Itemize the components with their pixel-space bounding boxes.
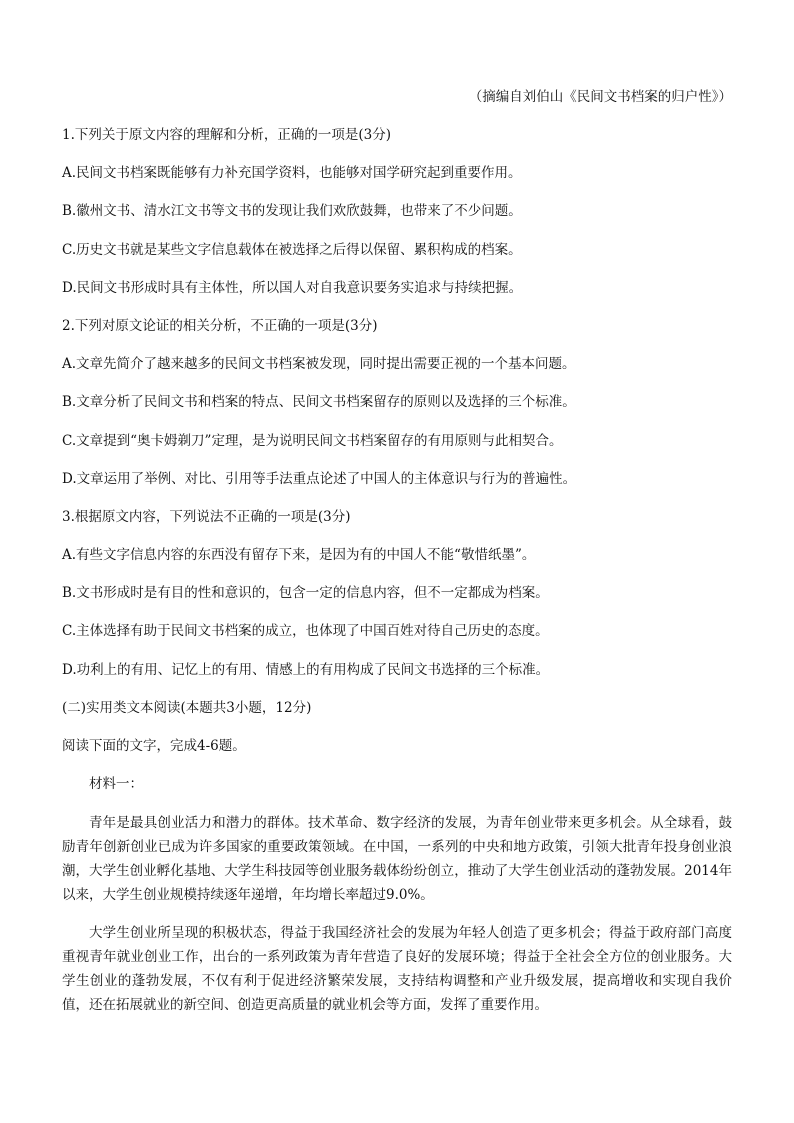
paragraph-1: 青年是最具创业活力和潜力的群体。技术革命、数字经济的发展，为青年创业带来更多机会。从全球看，鼓励青年创新创业已成为许多国家的重要政策领域。在中国，一系列的中央和地方政策，引领大批青年投身创业浪潮，大学生创业孵化基地、大学生科技园等创业服务载体纷纷创立，推动了大学生创业活动的蓬勃发展。2014年以来，大学生创业规模持续逐年递增，年均增长率超过9.0%。 xyxy=(62,815,732,904)
option-d: D.文章运用了举例、对比、引用等手法重点论述了中国人的主体意识与行为的普遍性。 xyxy=(62,470,577,487)
instruction: 阅读下面的文字，完成4-6题。 xyxy=(62,738,246,754)
option-d: D.功利上的有用、记忆上的有用、情感上的有用构成了民间文书选择的三个标准。 xyxy=(62,661,550,678)
question-1 xyxy=(62,124,732,299)
option-c: C.主体选择有助于民间文书档案的成立，也体现了中国百姓对待自己历史的态度。 xyxy=(62,623,549,640)
option-b: B.文章分析了民间文书和档案的特点、民间文书档案留存的原则以及选择的三个标准。 xyxy=(62,394,576,411)
question-3 xyxy=(62,506,732,681)
question-stem: 2.下列对原文论证的相关分析，不正确的一项是(3分) xyxy=(62,317,378,334)
question-stem: 1.下列关于原文内容的理解和分析，正确的一项是(3分) xyxy=(62,127,392,143)
option-c: C.文章提到“奥卡姆剃刀”定理，是为说明民间文书档案留存的有用原则与此相契合。 xyxy=(62,432,563,449)
option-a: A.民间文书档案既能够有力补充国学资料，也能够对国学研究起到重要作用。 xyxy=(62,165,522,182)
option-a: A.有些文字信息内容的东西没有留存下来，是因为有的中国人不能“敬惜纸墨”。 xyxy=(62,547,536,564)
question-stem: 3.根据原文内容，下列说法不正确的一项是(3分) xyxy=(62,508,351,525)
option-a: A.文章先简介了越来越多的民间文书档案被发现，同时提出需要正视的一个基本问题。 xyxy=(62,356,576,373)
question-2 xyxy=(62,315,732,490)
source-citation: （摘编自刘伯山《民间文书档案的归户性》） xyxy=(468,89,732,105)
paragraph-2: 大学生创业所呈现的积极状态，得益于我国经济社会的发展为年轻人创造了更多机会；得益于政府部门高度重视青年就业创业工作，出台的一系列政策为青年营造了良好的发展环境；得益于全社会全方位的创业服务。大学生创业的蓬勃发展，不仅有利于促进经济繁荣发展，支持结构调整和产业升级发展，提高增收和实现自我价值，还在拓展就业的新空间、创造更高质量的就业机会等方面，发挥了重要作用。 xyxy=(62,925,732,1014)
option-b: B.徽州文书、清水江文书等文书的发现让我们欢欣鼓舞，也带来了不少问题。 xyxy=(62,203,522,220)
document-page xyxy=(62,86,732,1031)
option-d: D.民间文书形成时具有主体性，所以国人对自我意识要务实追求与持续把握。 xyxy=(62,279,523,296)
option-b: B.文书形成时是有目的性和意识的，包含一定的信息内容，但不一定都成为档案。 xyxy=(62,585,549,602)
material-label: 材料一： xyxy=(89,776,143,793)
option-c: C.历史文书就是某些文字信息载体在被选择之后得以保留、累积构成的档案。 xyxy=(62,241,522,258)
section-heading: (二)实用类文本阅读(本题共3小题，12分) xyxy=(62,699,312,716)
